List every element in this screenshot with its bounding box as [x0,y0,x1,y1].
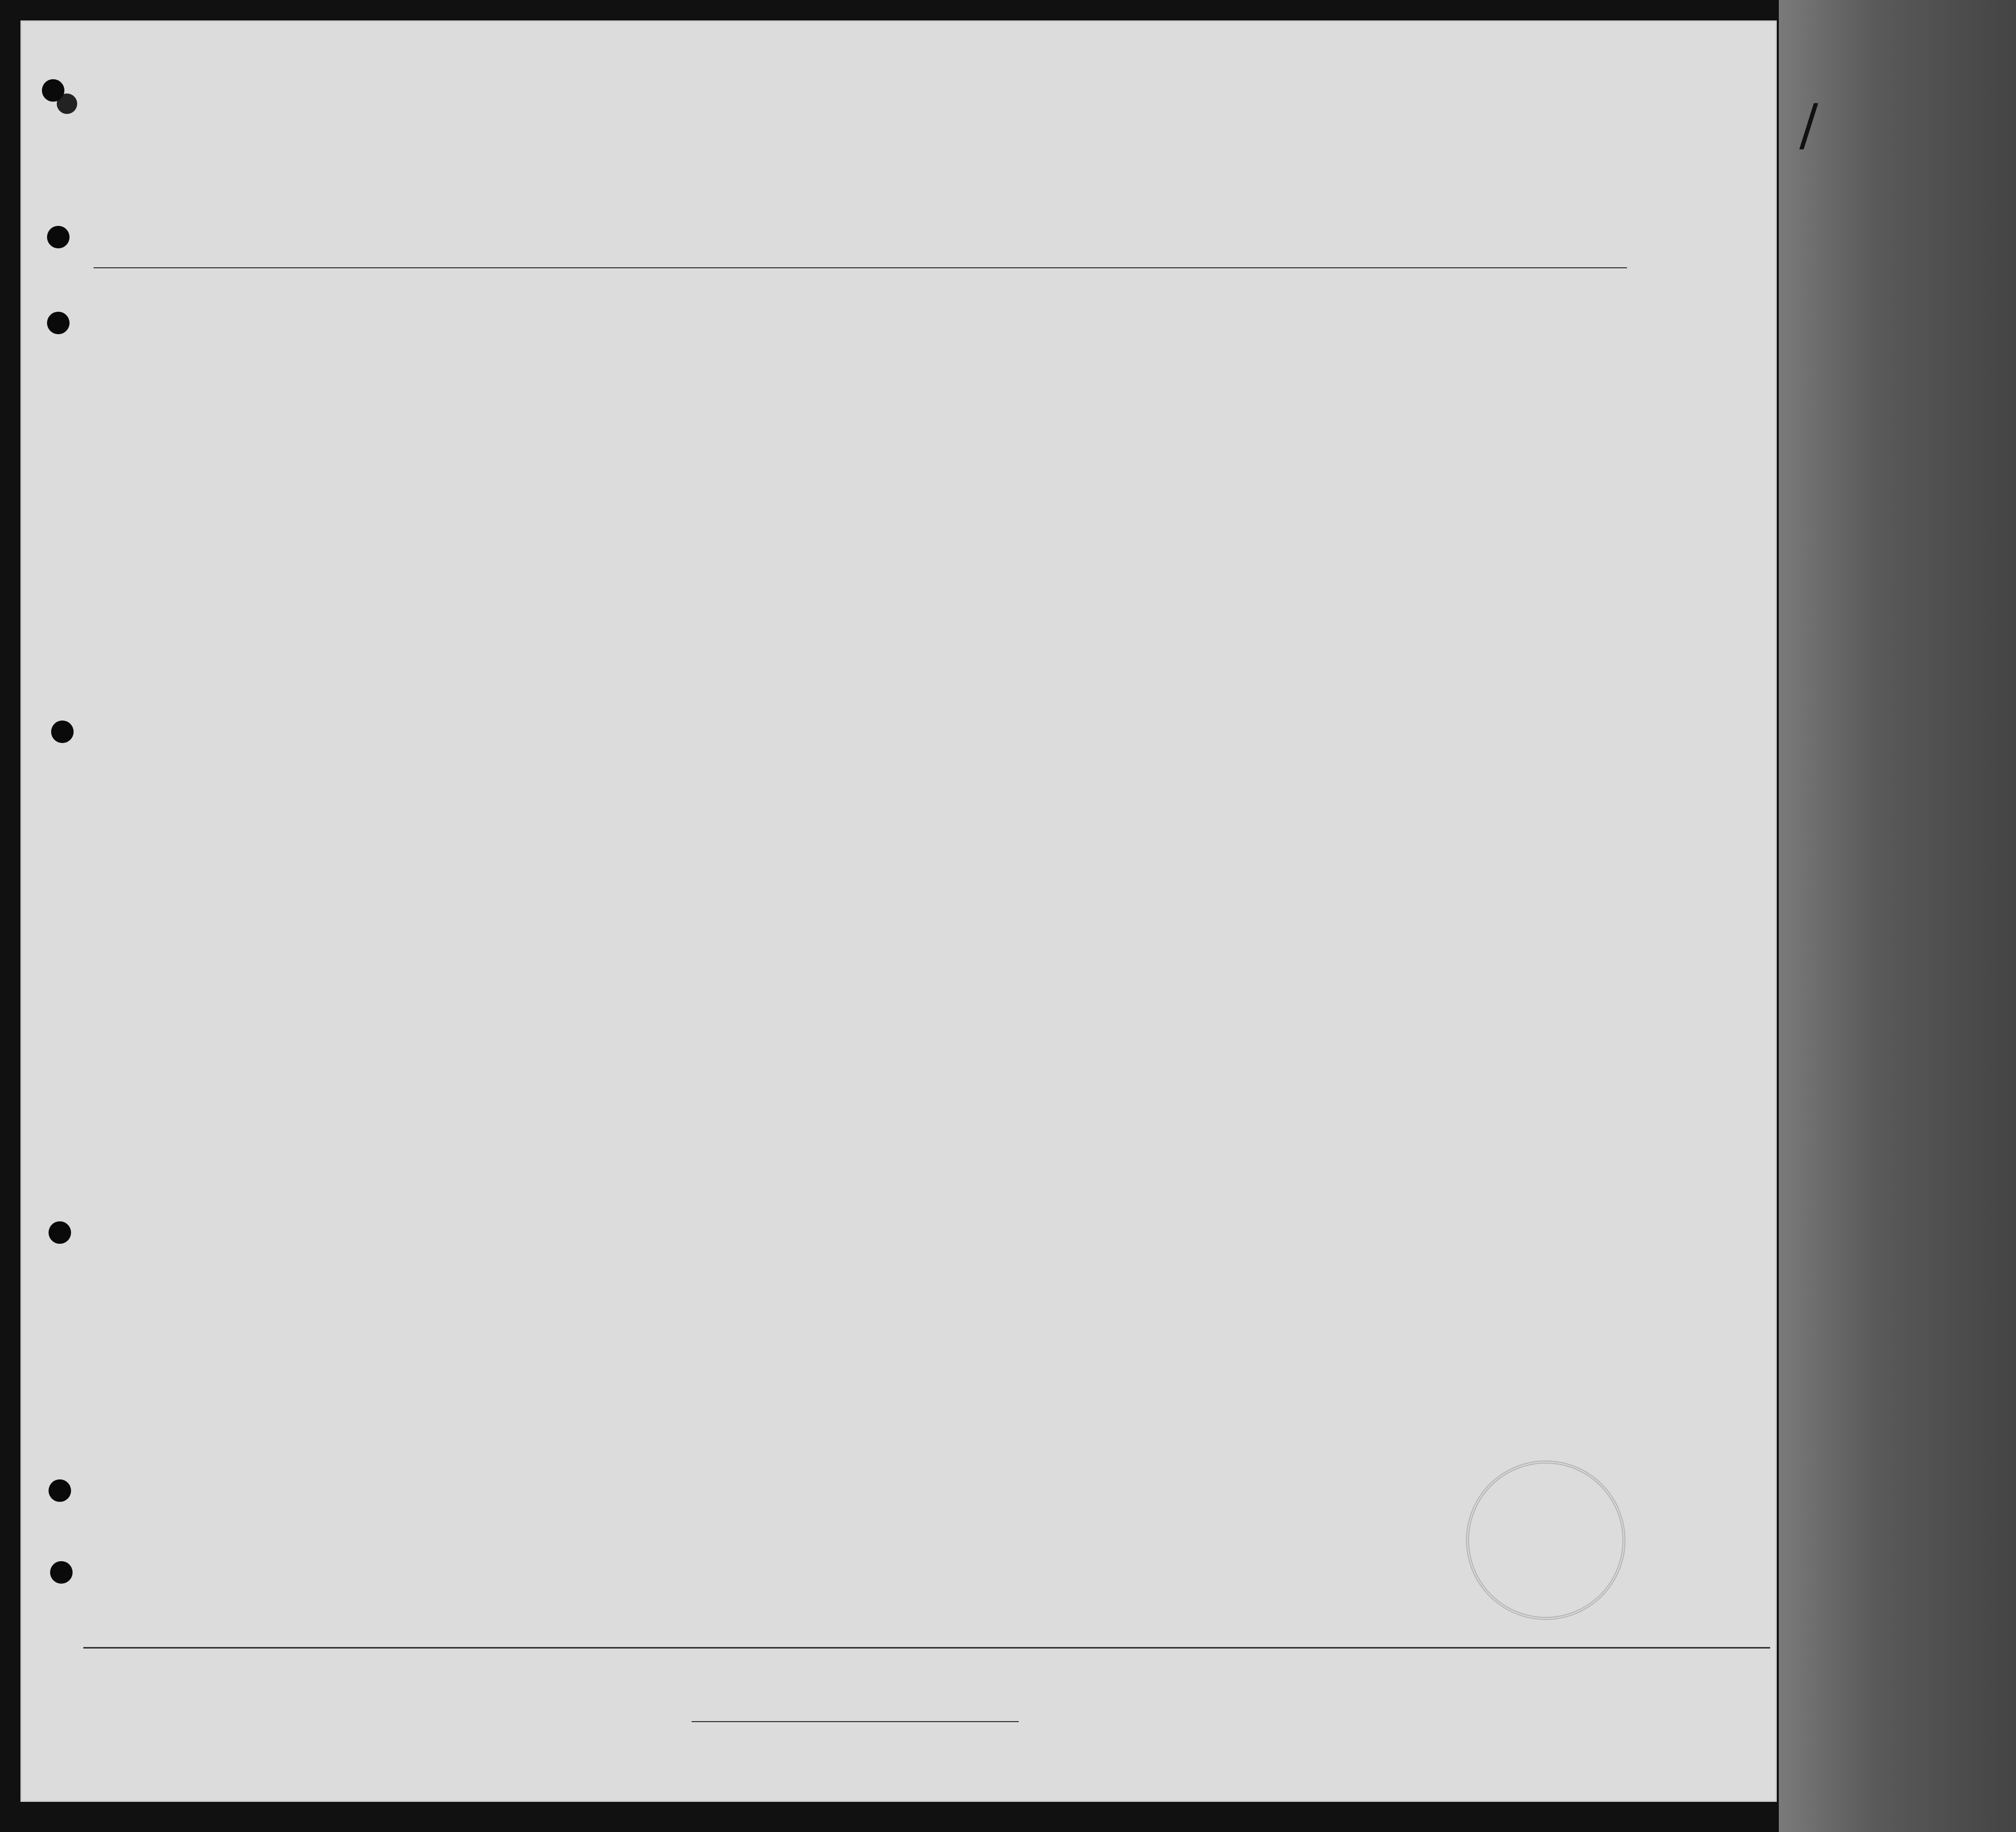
sheet-label [1581,86,1596,103]
adjacent-page-mark: ∕ [1799,92,1819,157]
signature-line [692,1721,1019,1722]
punch-hole [47,312,70,334]
punch-hole [51,721,74,743]
adjacent-page-strip [1779,0,2016,1832]
manifest-sheet [20,20,1777,1802]
voyage-underline [94,267,1627,268]
punch-hole [49,1221,71,1244]
punch-hole [42,79,64,102]
punch-hole [47,226,70,248]
punch-hole [50,1561,73,1584]
punch-hole [49,1479,71,1502]
footer-divider [83,1647,1770,1649]
inspection-stamp [1466,1460,1625,1620]
